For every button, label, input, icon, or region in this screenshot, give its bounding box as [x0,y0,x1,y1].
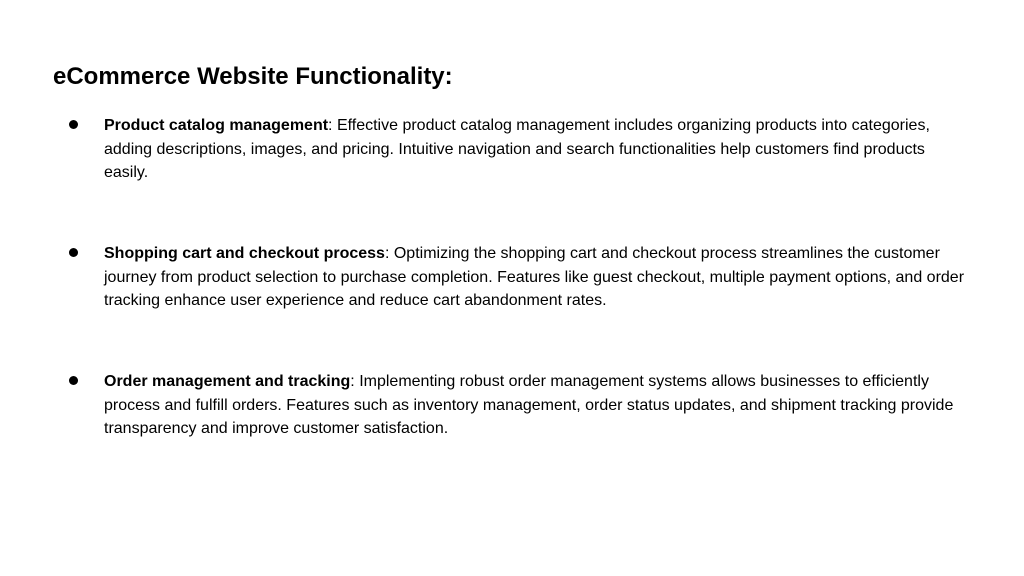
bullet-body: : Optimizing the shopping cart and checkout process streamlines the customer journey from product selection to purchase completion. Features like guest checkout, multiple payment options, and order tracking enhance user experience and reduce cart abandonment rates. [104,245,965,309]
bullet-dot-icon [69,376,78,385]
bullet-text [104,242,969,313]
bullet-dot-icon [69,248,78,257]
bullet-dot-icon [69,120,78,129]
bullet-heading: Order management and tracking [104,373,351,390]
bullet-body: : Effective product catalog management includes organizing products into categories, adding descriptions, images, and pricing. Intuitive navigation and search functionalities help customers find products easily. [104,117,930,181]
slide-title: eCommerce Website Functionality: [53,63,453,90]
bullet-body: : Implementing robust order management systems allows businesses to efficiently process and fulfill orders. Features such as inventory management, order status updates, and shipment tracking provide transparency and improve customer satisfaction. [104,373,954,437]
bullet-text [104,370,969,441]
bullet-heading: Shopping cart and checkout process [104,245,385,262]
bullet-text [104,114,969,185]
bullet-heading: Product catalog management [104,117,329,134]
